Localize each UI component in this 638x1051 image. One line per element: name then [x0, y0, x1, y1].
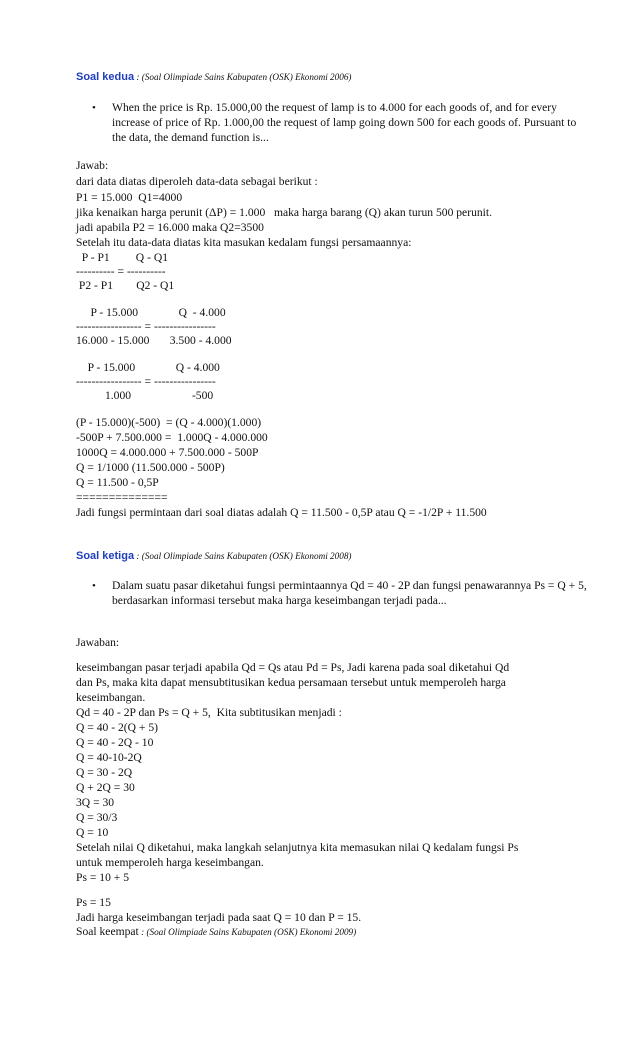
- text-line: keseimbangan.: [76, 691, 146, 704]
- equation-line: Q = 40-10-2Q: [76, 751, 142, 764]
- fraction-line: 16.000 - 15.000 3.500 - 4.000: [76, 334, 232, 347]
- text-line: Jawaban:: [76, 636, 120, 649]
- equation-line: Q = 1/1000 (11.500.000 - 500P): [76, 461, 225, 474]
- fraction-line: P - 15.000 Q - 4.000: [76, 361, 220, 374]
- equation-line: Ps = 10 + 5: [76, 871, 130, 884]
- equation-line: Q = 40 - 2(Q + 5): [76, 721, 158, 734]
- fraction-line: ----------------- = ----------------: [76, 320, 216, 333]
- bullet-icon: •: [92, 102, 96, 114]
- soal4-label: Soal keempat: [76, 925, 139, 938]
- equation-line: Qd = 40 - 2P dan Ps = Q + 5, Kita subtitusikan menjadi :: [76, 706, 342, 719]
- equation-line: Q = 30 - 2Q: [76, 766, 133, 779]
- fraction-line: P2 - P1 Q2 - Q1: [76, 279, 175, 292]
- text-line: P1 = 15.000 Q1=4000: [76, 191, 183, 204]
- fraction-line: ---------- = ----------: [76, 265, 166, 278]
- fraction-line: P - P1 Q - Q1: [76, 251, 169, 264]
- soal2-title: Soal kedua: [76, 71, 135, 83]
- text-line: Jawab:: [76, 159, 109, 172]
- bullet-icon: •: [92, 580, 96, 592]
- text-line: Setelah itu data-data diatas kita masukan kedalam fungsi persamaannya:: [76, 236, 412, 249]
- text-line: Setelah nilai Q diketahui, maka langkah selanjutnya kita memasukan nilai Q kedalam fungsi Ps: [76, 841, 519, 854]
- text-line: dari data diatas diperoleh data-data sebagai berikut :: [76, 175, 318, 188]
- separator-line: ==============: [76, 491, 168, 504]
- text-line: jika kenaikan harga perunit (ΔP) = 1.000 maka harga barang (Q) akan turun 500 perunit.: [76, 206, 492, 219]
- soal3-question: Dalam suatu pasar diketahui fungsi permintaannya Qd = 40 - 2P dan fungsi penawarannya Ps = Q + 5, berdasarkan informasi tersebut maka harga keseimbangan terjadi pada...: [112, 579, 587, 607]
- soal2-question: When the price is Rp. 15.000,00 the request of lamp is to 4.000 for each goods of, and for every increase of price of Rp. 1.000,00 the request of lamp going down 500 for each goods of. Pursuant to the data, the demand function is...: [112, 101, 577, 144]
- equation-line: -500P + 7.500.000 = 1.000Q - 4.000.000: [76, 431, 268, 444]
- equation-line: Q = 40 - 2Q - 10: [76, 736, 154, 749]
- soal2-sep: :: [134, 72, 142, 82]
- equation-line: Q = 30/3: [76, 811, 118, 824]
- soal2-heading: [76, 70, 352, 84]
- soal3-sep: :: [134, 551, 142, 561]
- equation-line: 1000Q = 4.000.000 + 7.500.000 - 500P: [76, 446, 259, 459]
- equation-line: (P - 15.000)(-500) = (Q - 4.000)(1.000): [76, 416, 262, 429]
- fraction-line: P - 15.000 Q - 4.000: [76, 306, 226, 319]
- soal3-heading: [76, 549, 352, 563]
- answer-line: Jadi harga keseimbangan terjadi pada saat Q = 10 dan P = 15.: [76, 911, 362, 924]
- soal2-source: (Soal Olimpiade Sains Kabupaten (OSK) Ekonomi 2006): [141, 72, 352, 82]
- equation-line: 3Q = 30: [76, 796, 115, 809]
- equation-line: Q = 10: [76, 826, 109, 839]
- soal3-source: (Soal Olimpiade Sains Kabupaten (OSK) Ekonomi 2008): [141, 551, 352, 561]
- equation-line: Q + 2Q = 30: [76, 781, 135, 794]
- soal4-source: (Soal Olimpiade Sains Kabupaten (OSK) Ekonomi 2009): [146, 927, 357, 937]
- equation-line: Ps = 15: [76, 896, 111, 909]
- text-line: dan Ps, maka kita dapat mensubtitusikan kedua persamaan tersebut untuk memperoleh harga: [76, 676, 506, 689]
- equation-line: Q = 11.500 - 0,5P: [76, 476, 159, 489]
- text-line: keseimbangan pasar terjadi apabila Qd = Qs atau Pd = Ps, Jadi karena pada soal diketahui Qd: [76, 661, 510, 674]
- soal3-title: Soal ketiga: [76, 550, 135, 562]
- fraction-line: ----------------- = ----------------: [76, 375, 216, 388]
- text-line: untuk memperoleh harga keseimbangan.: [76, 856, 264, 869]
- soal4-heading: [76, 925, 356, 939]
- text-line: jadi apabila P2 = 16.000 maka Q2=3500: [76, 221, 264, 234]
- answer-line: Jadi fungsi permintaan dari soal diatas adalah Q = 11.500 - 0,5P atau Q = -1/2P + 11.500: [76, 506, 487, 519]
- soal4-sep: :: [138, 927, 147, 937]
- fraction-line: 1.000 -500: [76, 389, 214, 402]
